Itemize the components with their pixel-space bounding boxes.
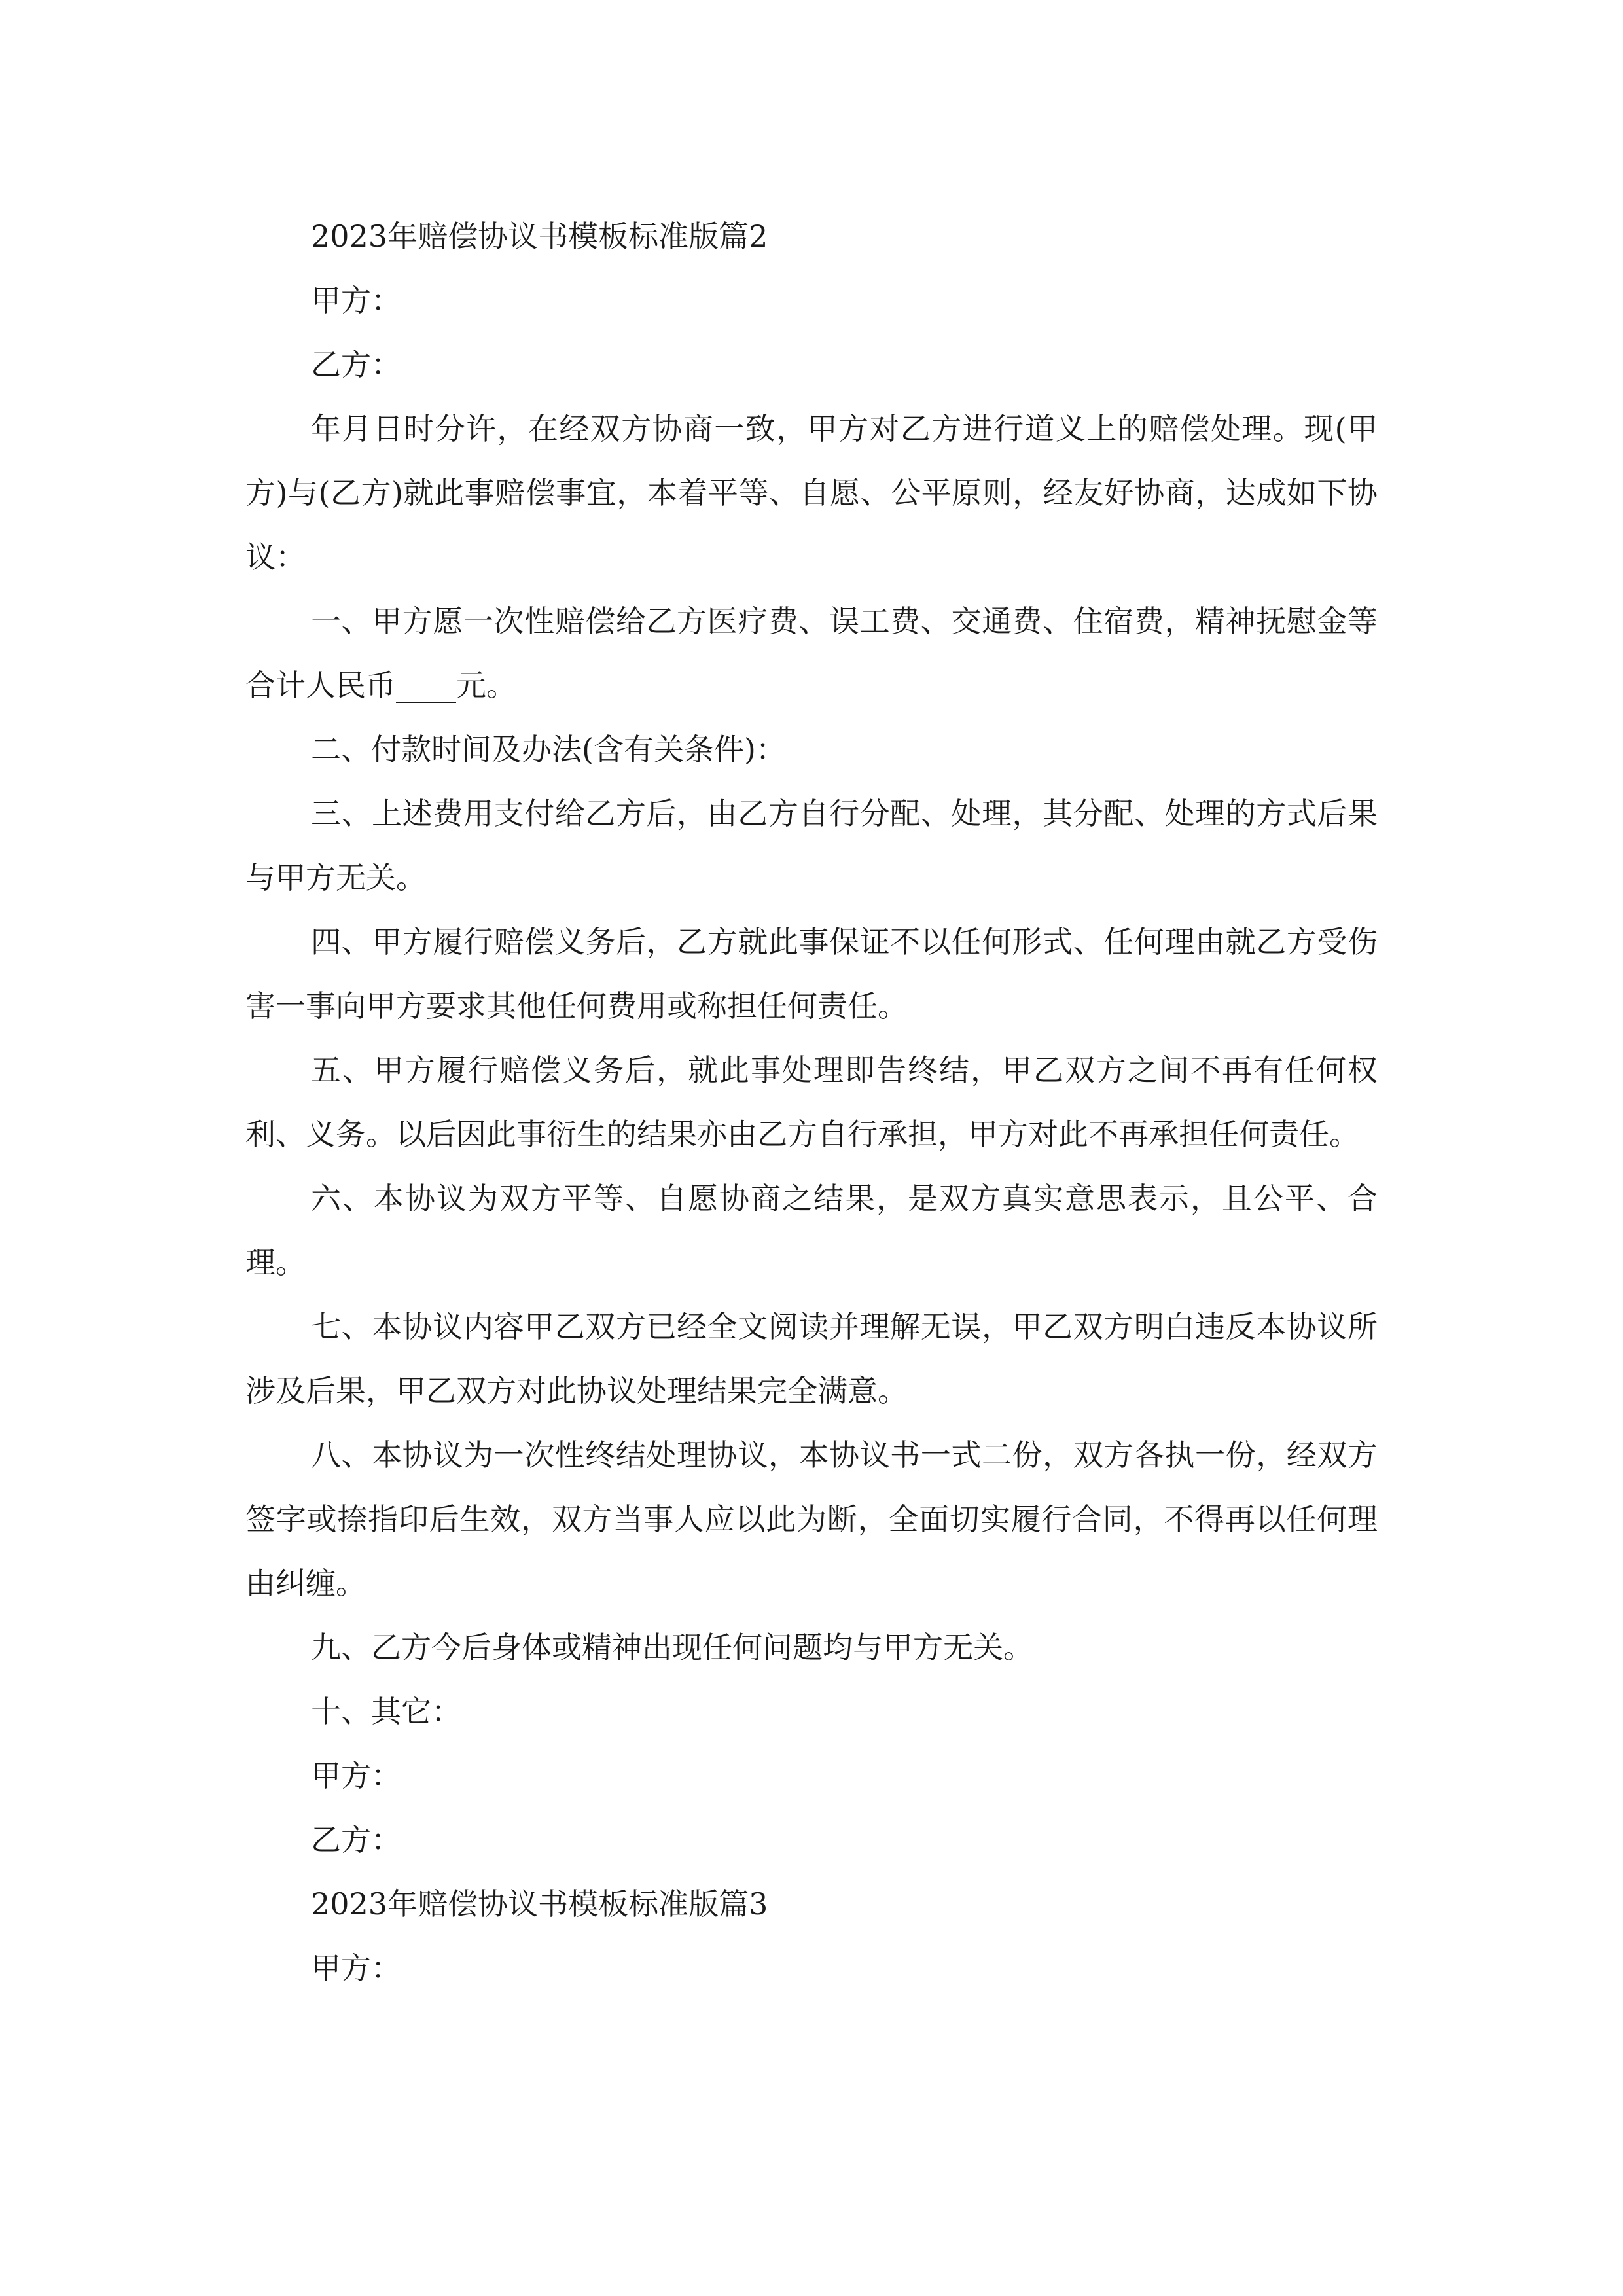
- clause-10: 十、其它：: [311, 1694, 461, 1729]
- intro-paragraph: 年月日时分许，在经双方协商一致，甲方对乙方进行道义上的赔偿处理。现(甲方)与(乙方)就此事赔偿事宜，本着平等、自愿、公平原则，经友好协商，达成如下协议：: [245, 411, 1378, 575]
- party-a-label-next: 甲方：: [311, 1950, 401, 1986]
- clause-2: 二、付款时间及办法(含有关条件)：: [311, 732, 786, 767]
- party-b-label: 乙方：: [311, 347, 401, 382]
- clause-3: 三、上述费用支付给乙方后，由乙方自行分配、处理，其分配、处理的方式后果与甲方无关。: [245, 796, 1378, 895]
- clause-5: 五、甲方履行赔偿义务后，就此事处理即告终结，甲乙双方之间不再有任何权利、义务。以后因此事衍生的结果亦由乙方自行承担，甲方对此不再承担任何责任。: [245, 1052, 1378, 1152]
- document-body: [245, 204, 1378, 2000]
- section-heading-2: 2023年赔偿协议书模板标准版篇2: [311, 219, 768, 254]
- clause-6: 六、本协议为双方平等、自愿协商之结果，是双方真实意思表示，且公平、合理。: [245, 1181, 1378, 1280]
- party-b-signature-label: 乙方：: [311, 1822, 401, 1857]
- party-a-signature-label: 甲方：: [311, 1758, 401, 1793]
- clause-8: 八、本协议为一次性终结处理协议，本协议书一式二份，双方各执一份，经双方签字或捺指印后生效，双方当事人应以此为断，全面切实履行合同，不得再以任何理由纠缠。: [245, 1437, 1378, 1601]
- clause-4: 四、甲方履行赔偿义务后，乙方就此事保证不以任何形式、任何理由就乙方受伤害一事向甲方要求其他任何费用或称担任何责任。: [245, 924, 1378, 1024]
- party-a-label: 甲方：: [311, 283, 401, 318]
- clause-9: 九、乙方今后身体或精神出现任何问题均与甲方无关。: [311, 1630, 1033, 1665]
- clause-1: 一、甲方愿一次性赔偿给乙方医疗费、误工费、交通费、住宿费，精神抚慰金等合计人民币____元。: [245, 603, 1378, 703]
- clause-7: 七、本协议内容甲乙双方已经全文阅读并理解无误，甲乙双方明白违反本协议所涉及后果，甲乙双方对此协议处理结果完全满意。: [245, 1309, 1378, 1408]
- section-heading-3: 2023年赔偿协议书模板标准版篇3: [311, 1886, 768, 1922]
